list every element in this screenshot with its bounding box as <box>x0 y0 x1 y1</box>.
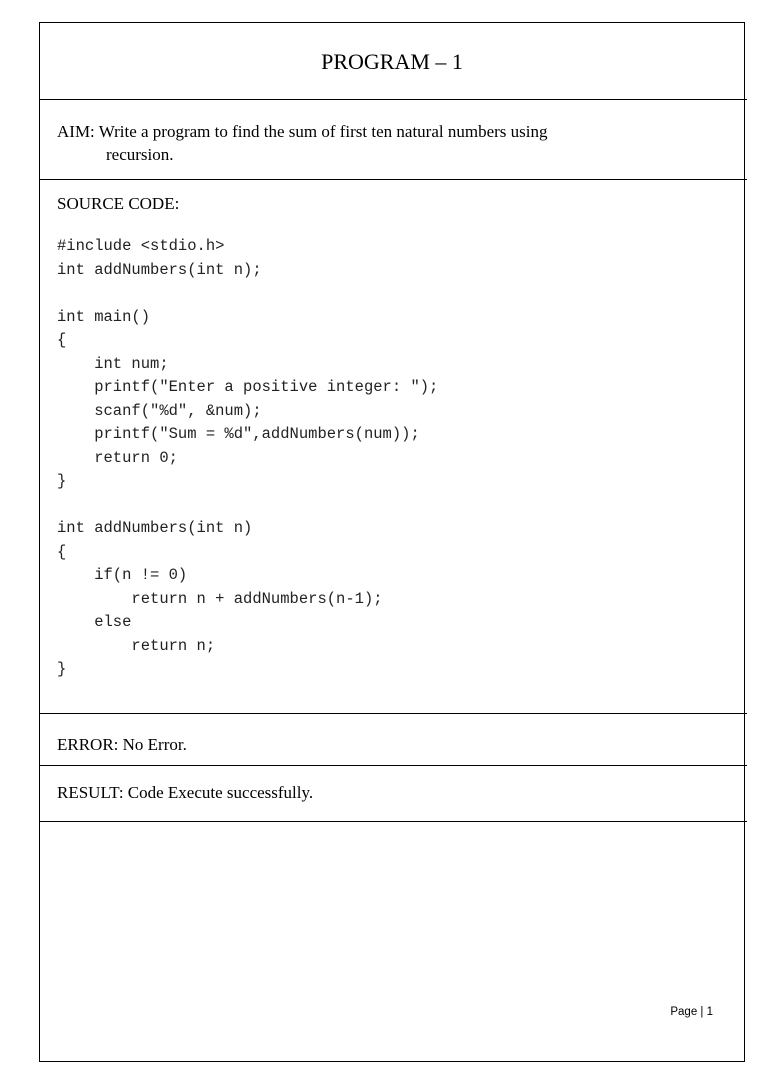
aim-text-line2: recursion. <box>106 145 174 164</box>
result-text: RESULT: Code Execute successfully. <box>57 783 314 802</box>
code-line: return n + addNumbers(n-1); <box>57 589 383 608</box>
divider-error <box>39 765 747 766</box>
source-code-block <box>57 235 438 682</box>
code-line: { <box>57 331 67 349</box>
code-line: scanf("%d", &num); <box>57 401 262 420</box>
code-line: else <box>57 613 132 631</box>
code-line: } <box>57 472 67 490</box>
divider-result <box>39 821 747 822</box>
code-line: int main() <box>57 307 151 326</box>
code-line: printf("Sum = %d",addNumbers(num)); <box>57 425 420 443</box>
aim-text-line1: Write a program to find the sum of first ten natural numbers using <box>98 122 548 141</box>
code-line: int addNumbers(int n); <box>57 260 262 279</box>
aim-section <box>57 120 727 166</box>
divider-title <box>39 99 747 100</box>
divider-aim <box>39 179 747 180</box>
aim-label: AIM: <box>57 122 95 141</box>
code-line: } <box>57 660 67 678</box>
code-line: printf("Enter a positive integer: "); <box>57 378 439 396</box>
code-line: return n; <box>57 636 216 655</box>
code-line: if(n != 0) <box>57 566 188 584</box>
page-title: PROGRAM – 1 <box>321 49 463 74</box>
divider-source-code <box>39 713 747 714</box>
code-line: { <box>57 542 67 561</box>
source-code-label: SOURCE CODE: <box>57 194 180 213</box>
code-line <box>57 282 438 306</box>
code-line: #include <stdio.h> <box>57 237 225 255</box>
code-line <box>57 494 438 518</box>
code-line: int addNumbers(int n) <box>57 519 253 537</box>
error-text: ERROR: No Error. <box>57 735 187 754</box>
code-line: int num; <box>57 354 169 373</box>
code-line: return 0; <box>57 448 178 467</box>
page-number: Page | 1 <box>670 1006 713 1018</box>
